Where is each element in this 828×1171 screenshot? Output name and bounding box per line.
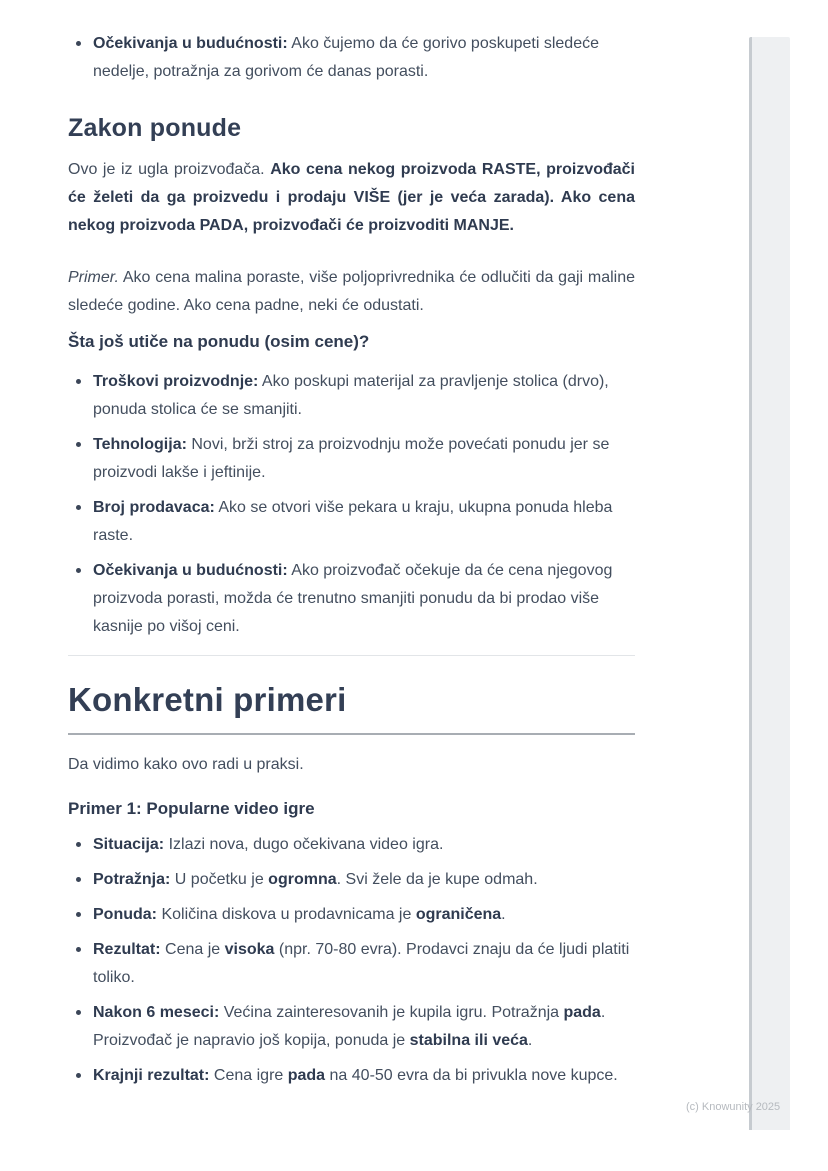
bullet-list-supply-factors	[68, 368, 635, 641]
bullet-list-intro	[68, 30, 635, 86]
section-divider	[68, 655, 635, 656]
list-item: Potražnja: U početku je ogromna. Svi žele da je kupe odmah.	[68, 866, 635, 894]
paragraph-example: Primer. Ako cena malina poraste, više poljoprivrednika će odlučiti da gaji maline sledeće godine. Ako cena padne, neki će odustati.	[68, 269, 635, 314]
list-item: Očekivanja u budućnosti: Ako proizvođač očekuje da će cena njegovog proizvoda porasti, možda će trenutno smanjiti ponudu da bi prodao više kasnije po višoj ceni.	[68, 557, 635, 641]
list-item: Broj prodavaca: Ako se otvori više pekara u kraju, ukupna ponuda hleba raste.	[68, 494, 635, 550]
subheading-supply-factors: Šta još utiče na ponudu (osim cene)?	[68, 332, 370, 351]
list-item: Ponuda: Količina diskova u prodavnicama je ograničena.	[68, 901, 635, 929]
subheading-example-1: Primer 1: Popularne video igre	[68, 799, 315, 818]
bullet-list-example-1	[68, 831, 635, 1090]
list-item: Nakon 6 meseci: Većina zainteresovanih je kupila igru. Potražnja pada. Proizvođač je napravio još kopija, ponuda je stabilna ili veća.	[68, 999, 635, 1055]
list-item: Krajnji rezultat: Cena igre pada na 40-50 evra da bi privukla nove kupce.	[68, 1062, 635, 1090]
list-item: Rezultat: Cena je visoka (npr. 70-80 evra). Prodavci znaju da će ljudi platiti toliko.	[68, 936, 635, 992]
scrollbar-track[interactable]	[749, 37, 790, 1130]
list-item: Očekivanja u budućnosti: Ako čujemo da će gorivo poskupeti sledeće nedelje, potražnja za gorivom će danas porasti.	[68, 30, 635, 86]
page-content	[68, 30, 635, 1097]
page-title-konkretni-primeri: Konkretni primeri	[68, 678, 635, 735]
paragraph-intro-practice: Da vidimo kako ovo radi u praksi.	[68, 756, 304, 773]
list-item: Troškovi proizvodnje: Ako poskupi materijal za pravljenje stolica (drvo), ponuda stolica će se smanjiti.	[68, 368, 635, 424]
list-item: Situacija: Izlazi nova, dugo očekivana video igra.	[68, 831, 635, 859]
list-item: Tehnologija: Novi, brži stroj za proizvodnju može povećati ponudu jer se proizvodi lakše i jeftinije.	[68, 431, 635, 487]
section-heading-zakon-ponude: Zakon ponude	[68, 114, 242, 142]
paragraph-law-of-supply: Ovo je iz ugla proizvođača. Ako cena nekog proizvoda RASTE, proizvođači će želeti da ga proizvedu i prodaju VIŠE (jer je veća zarada). Ako cena nekog proizvoda PADA, proizvođači će proizvoditi MANJE.	[68, 161, 636, 234]
copyright-watermark: (c) Knowunity 2025	[686, 1101, 781, 1113]
